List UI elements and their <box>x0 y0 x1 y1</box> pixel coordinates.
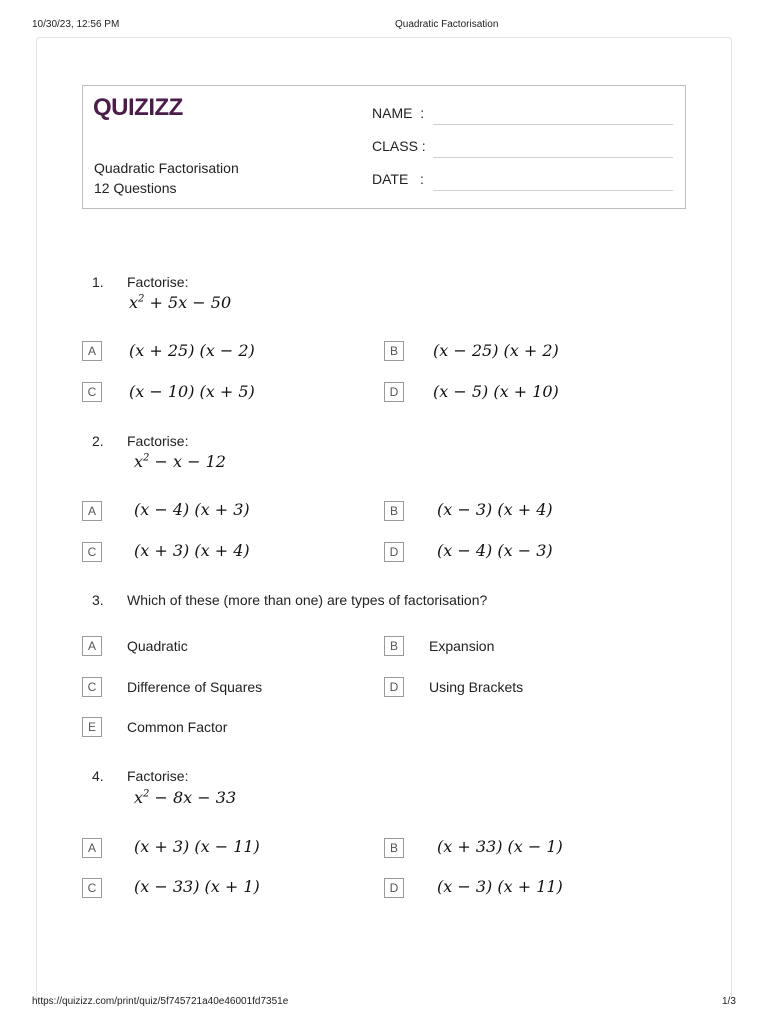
quizizz-logo: QUIZIZZ <box>93 94 183 121</box>
option-box[interactable]: D <box>384 878 404 898</box>
question-expression: $x^2 - 8x - 33$ <box>134 788 237 807</box>
class-label: CLASS : <box>372 138 426 154</box>
question-number: 1. <box>92 274 104 290</box>
option-box[interactable]: C <box>82 878 102 898</box>
option-text: (x + 33) (x − 1) <box>437 837 563 856</box>
question-number: 4. <box>92 768 104 784</box>
question-number: 3. <box>92 592 104 608</box>
question-text: Factorise: <box>127 433 189 449</box>
option-text: (x − 3) (x + 4) <box>437 500 553 519</box>
option-box[interactable]: B <box>384 501 404 521</box>
class-field[interactable] <box>433 157 673 158</box>
option-text: Quadratic <box>127 638 188 654</box>
option-text: (x − 4) (x − 3) <box>437 541 553 560</box>
option-box[interactable]: B <box>384 838 404 858</box>
option-text: (x − 25) (x + 2) <box>433 341 559 360</box>
option-text: (x + 3) (x + 4) <box>134 541 250 560</box>
option-box[interactable]: A <box>82 636 102 656</box>
name-field[interactable] <box>433 124 673 125</box>
question-number: 2. <box>92 433 104 449</box>
print-datetime: 10/30/23, 12:56 PM <box>32 19 120 30</box>
option-text: Expansion <box>429 638 495 654</box>
option-box[interactable]: D <box>384 382 404 402</box>
question-text: Factorise: <box>127 768 189 784</box>
option-box[interactable]: A <box>82 838 102 858</box>
option-text: Using Brackets <box>429 679 524 695</box>
option-text: Common Factor <box>127 719 228 735</box>
quiz-title: Quadratic Factorisation <box>94 160 239 176</box>
option-box[interactable]: B <box>384 636 404 656</box>
date-field[interactable] <box>433 190 673 191</box>
question-text: Which of these (more than one) are types of factorisation? <box>127 592 488 608</box>
option-box[interactable]: A <box>82 341 102 361</box>
print-page-number: 1/3 <box>722 996 736 1007</box>
print-url: https://quizizz.com/print/quiz/5f745721a40e46001fd7351e <box>32 996 289 1007</box>
option-text: (x + 3) (x − 11) <box>134 837 260 856</box>
option-text: (x − 4) (x + 3) <box>134 500 250 519</box>
option-text: Difference of Squares <box>127 679 263 695</box>
question-expression: $x^2 + 5x - 50$ <box>129 293 232 312</box>
name-label: NAME : <box>372 105 425 121</box>
print-doc-title: Quadratic Factorisation <box>395 19 499 30</box>
option-box[interactable]: C <box>82 542 102 562</box>
option-text: (x − 10) (x + 5) <box>129 382 255 401</box>
option-text: (x − 33) (x + 1) <box>134 877 260 896</box>
question-expression: $x^2 - x - 12$ <box>134 452 226 471</box>
option-box[interactable]: D <box>384 677 404 697</box>
option-text: (x − 5) (x + 10) <box>433 382 559 401</box>
option-box[interactable]: A <box>82 501 102 521</box>
option-text: (x + 25) (x − 2) <box>129 341 255 360</box>
option-box[interactable]: C <box>82 382 102 402</box>
question-text: Factorise: <box>127 274 189 290</box>
option-box[interactable]: D <box>384 542 404 562</box>
option-text: (x − 3) (x + 11) <box>437 877 563 896</box>
question-count: 12 Questions <box>94 180 177 196</box>
option-box[interactable]: B <box>384 341 404 361</box>
option-box[interactable]: C <box>82 677 102 697</box>
option-box[interactable]: E <box>82 717 102 737</box>
date-label: DATE : <box>372 171 424 187</box>
